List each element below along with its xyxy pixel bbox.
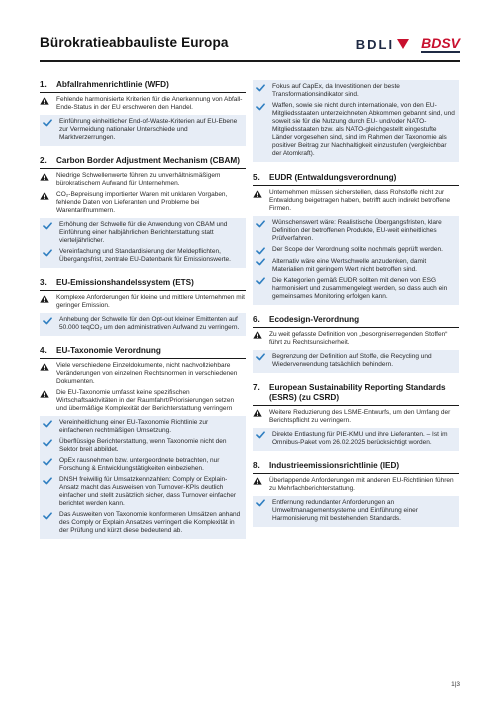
section (253, 173, 459, 305)
solution-item (43, 221, 243, 245)
solution-item (43, 316, 243, 332)
warning-icon (253, 331, 262, 339)
section (40, 346, 246, 539)
check-icon (256, 258, 265, 266)
solution-item (256, 277, 456, 301)
check-icon (256, 84, 265, 92)
check-icon (43, 222, 52, 230)
section-number: 5. (253, 173, 260, 182)
section (40, 156, 246, 268)
solutions-box (40, 115, 246, 146)
page-number: 1|3 (451, 681, 460, 688)
section-heading (253, 383, 459, 406)
check-icon (256, 353, 265, 361)
solution-text: OpEx rausnehmen bzw. untergeordnete betrachten, nur Forschung & Entwicklungstätigkeiten einbeziehen. (59, 457, 220, 472)
section-heading (253, 173, 459, 186)
solution-text: Entfernung redundanter Anforderungen an Umweltmanagementsysteme und Einführung einer Harmonisierung mit bestehenden Standards. (272, 498, 418, 522)
solution-text: Der Scope der Verordnung sollte nochmals geprüft werden. (272, 246, 443, 253)
solution-text: Vereinfachung und Standardisierung der Meldepflichten, Übergangsfrist, zentrale EU-Datenbank für Emissionswerte. (59, 248, 231, 263)
problem-text: Weitere Reduzierung des LSME-Entwurfs, um den Umfang der Berichtspflicht zu verringern. (269, 408, 451, 424)
section (253, 315, 459, 373)
solutions-box (40, 313, 246, 336)
solution-text: Anhebung der Schwelle für den Opt-out kleiner Emittenten auf 50.000 teqCO₂ um den administrativen Aufwand zu verringern. (59, 316, 240, 331)
solution-item (43, 438, 243, 454)
problem-item (40, 191, 246, 215)
section-heading (40, 346, 246, 359)
section-number: 3. (40, 278, 47, 287)
solution-item (43, 511, 243, 535)
section-heading (40, 156, 246, 169)
check-icon-wrap (43, 457, 55, 466)
check-icon-wrap (256, 499, 268, 508)
problem-text: Komplexe Anforderungen für kleine und mittlere Unternehmen mit geringer Emission. (56, 294, 245, 309)
problem-item (40, 294, 246, 310)
section-heading (40, 278, 246, 291)
solution-text: Alternativ wäre eine Wertschwelle anzudenken, damit Materialien mit geringem Wert nicht betroffen sind. (272, 257, 427, 273)
section-number: 7. (253, 382, 260, 392)
check-icon-wrap (43, 118, 55, 127)
check-icon-wrap (43, 221, 55, 230)
check-icon-wrap (256, 277, 268, 286)
check-icon-wrap (43, 419, 55, 428)
check-icon (256, 247, 265, 255)
solution-item (43, 118, 243, 142)
solution-item (256, 258, 456, 274)
warning-icon (40, 97, 49, 105)
warning-icon (40, 363, 49, 371)
check-icon (43, 249, 52, 257)
solution-item (43, 419, 243, 435)
problem-text: Unternehmen müssen sicherstellen, dass Rohstoffe nicht zur Entwaldung beigetragen haben, betrifft auch indirekt betroffene Firmen. (269, 189, 451, 212)
section (253, 461, 459, 527)
taxonomy-continued-box (253, 80, 459, 162)
warning-icon-wrap (253, 331, 265, 340)
page-header (40, 34, 460, 56)
section-number: 2. (40, 156, 47, 165)
section-number: 1. (40, 80, 47, 89)
problem-text: CO₂-Bepreisung importierter Waren mit unklaren Vorgaben, fehlende Daten von Lieferanten und Probleme bei Warentarifnummern. (56, 191, 228, 214)
section-title: Abfallrahmenrichtlinie (WFD) (56, 80, 169, 89)
section-heading (253, 315, 459, 328)
problem-item (40, 362, 246, 386)
section (40, 278, 246, 336)
problem-text: Die EU-Taxonomie umfasst keine spezifischen Wirtschaftsaktivitäten in der Raumfahrt/Priorisierungen setzen und übermäßige Komplexität der Berichterstattung verringern (56, 389, 235, 412)
solution-text: Erhöhung der Schwelle für die Anwendung von CBAM und Einführung einer halbjährlichen Berichterstattung statt vierteljährlicher. (59, 221, 228, 244)
warning-icon-wrap (40, 389, 52, 398)
check-icon (43, 477, 52, 485)
check-icon-wrap (43, 438, 55, 447)
solution-text: Waffen, sowie sie nicht durch internationale, von den EU-Mitgliedsstaaten unterzeichneten Abkommen gebannt sind, und soweit sie für die Nutzung durch EU- und/oder NATO-Mitgliedsstaaten bzw. als NATO-gleichgestellt eingestufte Länder vorgesehen sind, sind im Rahmen der Taxonomie als positiver Beitrag zur Nachhaltigkeit einzustufen (vergleichbar der Atomkraft). (272, 102, 455, 157)
warning-icon (40, 295, 49, 303)
solution-text: Überflüssige Berichterstattung, wenn Taxonomie nicht den Sektor breit abbildet. (59, 438, 227, 453)
solutions-box (253, 428, 459, 451)
check-icon (43, 420, 52, 428)
solution-item (43, 248, 243, 264)
warning-icon-wrap (40, 191, 52, 200)
check-icon-wrap (256, 219, 268, 228)
bdli-logo (356, 37, 409, 52)
check-icon-wrap (256, 431, 268, 440)
left-column (40, 80, 246, 549)
solution-item (256, 499, 456, 523)
check-icon-wrap (43, 248, 55, 257)
warning-icon-wrap (253, 409, 265, 418)
solution-item (43, 457, 243, 473)
warning-icon (253, 477, 262, 485)
section-heading (253, 461, 459, 474)
warning-icon-wrap (40, 172, 52, 181)
problem-item (40, 96, 246, 112)
section-title: Ecodesign-Verordnung (269, 314, 360, 324)
check-icon-wrap (256, 102, 268, 111)
check-icon (43, 317, 52, 325)
warning-icon (40, 390, 49, 398)
check-icon (256, 220, 265, 228)
section-title: European Sustainability Reporting Standards (ESRS) (zu CSRD) (269, 382, 446, 402)
check-icon-wrap (43, 316, 55, 325)
solution-text: Einführung einheitlicher End-of-Waste-Kriterien auf EU-Ebene zur Vermeidung nationaler Unterschiede und Marktverzerrungen. (59, 118, 238, 141)
check-icon-wrap (256, 83, 268, 92)
check-icon (43, 458, 52, 466)
solutions-box (40, 218, 246, 268)
check-icon-wrap (43, 511, 55, 520)
problem-item (253, 477, 459, 493)
section-number: 4. (40, 346, 47, 355)
problem-item (253, 409, 459, 425)
check-icon (256, 103, 265, 111)
warning-icon (40, 192, 49, 200)
document-title: Bürokratieabbauliste Europa (40, 35, 229, 50)
solutions-box (253, 216, 459, 305)
check-icon (43, 512, 52, 520)
problem-item (40, 389, 246, 413)
bdli-logo-text: BDLI (355, 36, 395, 52)
section-title: EU-Emissionshandelssystem (ETS) (56, 278, 194, 287)
problem-text: Überlappende Anforderungen mit anderen EU-Richtlinien führen zu Mehrfachberichterstattung. (269, 476, 454, 492)
problem-text: Fehlende harmonisierte Kriterien für die Anerkennung von Abfall-Ende-Status in der EU erschweren den Handel. (56, 96, 243, 111)
check-icon (256, 499, 265, 507)
warning-icon-wrap (253, 189, 265, 198)
solution-text: Die Kategorien gemäß EUDR sollten mit denen von ESG harmonisiert und zusammengelegt werden, so dass auch ein gemeinsames Monitoring erfolgen kann. (272, 276, 448, 300)
solution-text: Vereinheitlichung einer EU-Taxonomie Richtlinie zur einfacheren rechtmäßigen Umsetzung. (59, 419, 209, 434)
solution-item (256, 431, 456, 447)
section-number: 6. (253, 314, 260, 324)
solutions-box (253, 496, 459, 527)
warning-icon (253, 409, 262, 417)
solution-item (256, 102, 456, 158)
solution-item (256, 219, 456, 243)
section-number: 8. (253, 460, 260, 470)
warning-icon-wrap (40, 294, 52, 303)
section-title: EUDR (Entwaldungsverordnung) (269, 173, 397, 182)
section-title: Carbon Border Adjustment Mechanism (CBAM) (56, 156, 240, 165)
check-icon-wrap (256, 258, 268, 267)
right-column (253, 80, 459, 537)
warning-icon-wrap (40, 96, 52, 105)
bdsv-logo: BDSV (421, 35, 460, 51)
section-title: EU-Taxonomie Verordnung (56, 346, 161, 355)
section-title: Industrieemissionsrichtlinie (IED) (269, 460, 400, 470)
check-icon (256, 277, 265, 285)
problem-item (40, 172, 246, 188)
solution-text: Direkte Entlastung für PIE-KMU und ihre Lieferanten. – Ist im Omnibus-Paket vom 26.02.2025 berücksichtigt worden. (272, 430, 448, 446)
section (40, 80, 246, 146)
warning-icon (40, 173, 49, 181)
problem-text: Zu weit gefasste Definition von „besorgniserregenden Stoffen“ führt zu Rechtsunsicherheit. (269, 330, 448, 346)
solution-item (43, 476, 243, 508)
solution-text: Fokus auf CapEx, da Investitionen der beste Transformationsindikator sind. (272, 83, 400, 98)
check-icon-wrap (43, 476, 55, 485)
bdli-triangle-icon (397, 39, 409, 49)
warning-icon-wrap (253, 477, 265, 486)
problem-item (253, 189, 459, 213)
solution-text: Begrenzung der Definition auf Stoffe, die Recycling und Wiederverwendung tatsächlich behindern. (272, 352, 432, 368)
check-icon (43, 119, 52, 127)
warning-icon (253, 190, 262, 198)
warning-icon-wrap (40, 362, 52, 371)
solution-item (256, 83, 456, 99)
problem-item (253, 331, 459, 347)
solutions-box (253, 350, 459, 373)
logos (356, 34, 460, 54)
solution-text: DNSH freiwillig für Umsatzkennzahlen: Comply or Explain-Ansatz macht das Ausweisen von Turnover-KPIs deutlich einfacher und stellt zusätzlich sicher, dass Turnover einfacher berichtet werden kann. (59, 476, 237, 507)
check-icon-wrap (256, 353, 268, 362)
header-divider (40, 60, 460, 62)
check-icon-wrap (256, 246, 268, 255)
section-heading (40, 80, 246, 93)
solutions-box (40, 416, 246, 539)
section (253, 383, 459, 451)
problem-text: Niedrige Schwellenwerte führen zu unverhältnismäßigem bürokratischem Aufwand für Unternehmen. (56, 172, 221, 187)
check-icon (256, 431, 265, 439)
solution-item (256, 246, 456, 255)
solution-text: Das Ausweiten von Taxonomie konformeren Umsätzen anhand des Comply or Explain Ansatzes verringert die Komplexität in der Prüfung und kürzt diese bedeutend ab. (59, 511, 241, 534)
solution-item (256, 353, 456, 369)
check-icon (43, 439, 52, 447)
solution-text: Wünschenswert wäre: Realistische Übergangsfristen, klare Definition der betroffenen Produkte, EU-weit einheitliches Prüfverfahren. (272, 219, 442, 242)
problem-text: Viele verschiedene Einzeldokumente, nicht nachvollziehbare Veränderungen von einzelnen Rechtsnormen in verschiedenen Dokumenten. (56, 362, 238, 385)
